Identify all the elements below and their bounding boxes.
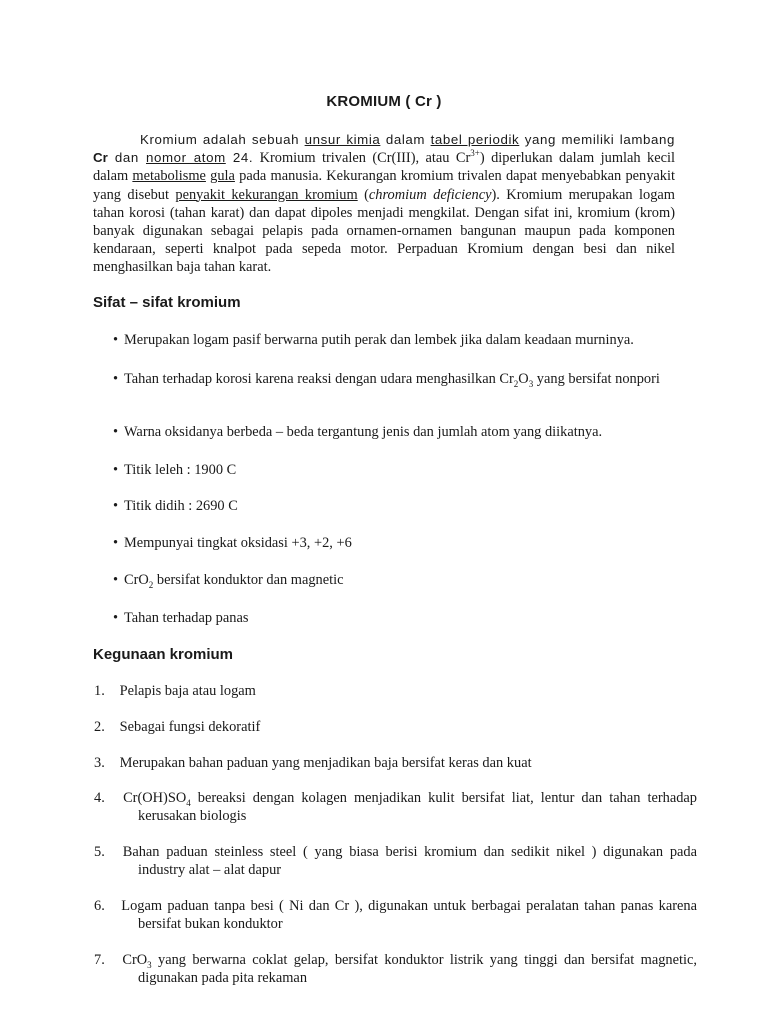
heading-sifat: Sifat – sifat kromium <box>93 294 241 311</box>
kegunaan-item-4: 4. $Cr(OH)SO_4$ bereaksi dengan kolagen menjadikan kulit bersifat liat, lentur dan tahan terhadap kerusakan biologis <box>94 790 697 824</box>
sifat-text: CrO <box>124 572 149 588</box>
charge-superscript: 3+ <box>470 148 480 159</box>
atomic-number: 24. <box>225 150 254 166</box>
sifat-text: Merupakan logam pasif berwarna putih perak dan lembek jika dalam keadaan murninya. <box>124 332 634 348</box>
sifat-item-8 <box>113 609 700 627</box>
intro-text-6: Kromium trivalen (Cr(III), atau Cr <box>253 150 471 167</box>
kegunaan-item-3: 3. Merupakan bahan paduan yang menjadikan baja bersifat keras dan kuat <box>94 755 532 771</box>
intro-text-11: ). Kromium merupakan logam tahan korosi (tahan karat) dan dapat dipoles menjadi mengkilat. Dengan sifat ini, kromium (krom) banyak digunakan sebagai pelapis pada ornamen-ornamen bangunan maupun pada komponen kendaraan, seperti knalpot pada sepeda motor. Perpaduan Kromium dengan besi dan nikel menghasilkan baja tahan karat. <box>93 186 675 276</box>
document-title: KROMIUM ( Cr ) <box>326 93 442 110</box>
intro-text-2: dalam <box>380 132 431 147</box>
subscript: 2 <box>148 579 154 590</box>
intro-text-10: ( <box>357 186 369 203</box>
kegunaan-item-6: 6. Logam paduan tanpa besi ( Ni dan Cr ), digunakan untuk berbagai peralatan tahan panas karena bersifat bukan konduktor <box>94 898 697 932</box>
sifat-item-2 <box>113 370 700 388</box>
kegunaan-text: yang berwarna coklat gelap, bersifat konduktor listrik yang tinggi dan bersifat magnetic, digunakan pada pita rekaman <box>138 952 697 986</box>
bullet-icon: • <box>113 535 119 551</box>
bullet-icon: • <box>113 610 119 626</box>
sifat-item-1 <box>113 331 700 349</box>
sifat-text: Warna oksidanya berbeda – beda tergantung jenis dan jumlah atom yang diikatnya. <box>124 424 603 440</box>
kegunaan-text: bereaksi dengan kolagen menjadikan kulit bersifat liat, lentur dan tahan terhadap kerusakan biologis <box>138 790 697 824</box>
bullet-icon: • <box>113 498 119 514</box>
bullet-icon: • <box>113 332 119 348</box>
intro-text-4: dan <box>107 150 146 166</box>
bullet-icon: • <box>113 424 119 440</box>
sifat-text: O <box>518 371 529 387</box>
link-unsur-kimia[interactable]: unsur kimia <box>304 132 381 147</box>
bullet-icon: • <box>113 572 119 588</box>
sifat-item-7 <box>113 571 700 589</box>
intro-text-3: yang memiliki lambang <box>519 132 675 147</box>
kegunaan-item-7: 7. CrO$_3$ yang berwarna coklat gelap, bersifat konduktor listrik yang tinggi dan bersifat magnetic, digunakan pada pita rekaman <box>94 952 697 986</box>
kegunaan-item-2: 2. Sebagai fungsi dekoratif <box>94 719 261 735</box>
sifat-text: Mempunyai tingkat oksidasi +3, +2, +6 <box>124 535 352 551</box>
kegunaan-text: CrO <box>122 952 148 968</box>
link-metabolisme[interactable]: metabolisme <box>132 168 206 185</box>
kegunaan-item-5: 5. Bahan paduan steinless steel ( yang biasa berisi kromium dan sedikit nikel ) digunakan pada industry alat – alat dapur <box>94 844 697 878</box>
link-nomor-atom[interactable]: nomor atom <box>146 150 226 166</box>
sifat-item-4 <box>113 461 700 479</box>
sifat-item-6 <box>113 534 700 552</box>
link-penyakit-kekurangan-kromium[interactable]: penyakit kekurangan kromium <box>175 186 358 203</box>
subscript: 4 <box>186 797 191 808</box>
sifat-text: Tahan terhadap panas <box>124 610 249 626</box>
intro-text-1: Kromium adalah sebuah <box>140 132 305 147</box>
subscript: 3 <box>528 378 534 389</box>
kegunaan-text: Logam paduan tanpa besi ( Ni dan Cr ), digunakan untuk berbagai peralatan tahan panas karena bersifat bukan konduktor <box>121 898 697 932</box>
kegunaan-item-1: 1. Pelapis baja atau logam <box>94 683 256 699</box>
kegunaan-text: Merupakan bahan paduan yang menjadikan baja bersifat keras dan kuat <box>119 755 532 771</box>
link-gula[interactable]: gula <box>210 168 235 185</box>
kegunaan-text: Sebagai fungsi dekoratif <box>119 719 261 735</box>
subscript: 3 <box>147 959 152 970</box>
kegunaan-text: Pelapis baja atau logam <box>119 683 256 699</box>
bullet-icon: • <box>113 462 119 478</box>
sifat-text: Titik leleh : 1900 C <box>124 462 237 478</box>
intro-text-7: ) diperlukan dalam jumlah kecil dalam <box>93 150 675 185</box>
sifat-text: Tahan terhadap korosi karena reaksi dengan udara menghasilkan Cr <box>124 371 514 387</box>
kegunaan-text: Bahan paduan steinless steel ( yang biasa berisi kromium dan sedikit nikel ) digunakan pada industry alat – alat dapur <box>122 844 697 878</box>
link-tabel-periodik[interactable]: tabel periodik <box>430 132 520 147</box>
sifat-text: bersifat konduktor dan magnetic <box>153 572 344 588</box>
kegunaan-text: Cr(OH)SO <box>123 790 187 806</box>
subscript: 2 <box>513 378 519 389</box>
element-symbol: Cr <box>93 150 108 166</box>
sifat-item-5 <box>113 497 700 515</box>
sifat-text: yang bersifat nonpori <box>533 371 660 387</box>
intro-text-9: pada manusia. Kekurangan kromium trivalen dapat menyebabkan penyakit yang disebut <box>93 168 675 203</box>
sifat-item-3 <box>113 423 700 441</box>
intro-paragraph <box>93 131 675 277</box>
bullet-icon: • <box>113 371 119 387</box>
heading-kegunaan: Kegunaan kromium <box>93 646 234 663</box>
sifat-text: Titik didih : 2690 C <box>124 498 238 514</box>
italic-term: chromium deficiency <box>368 186 492 203</box>
